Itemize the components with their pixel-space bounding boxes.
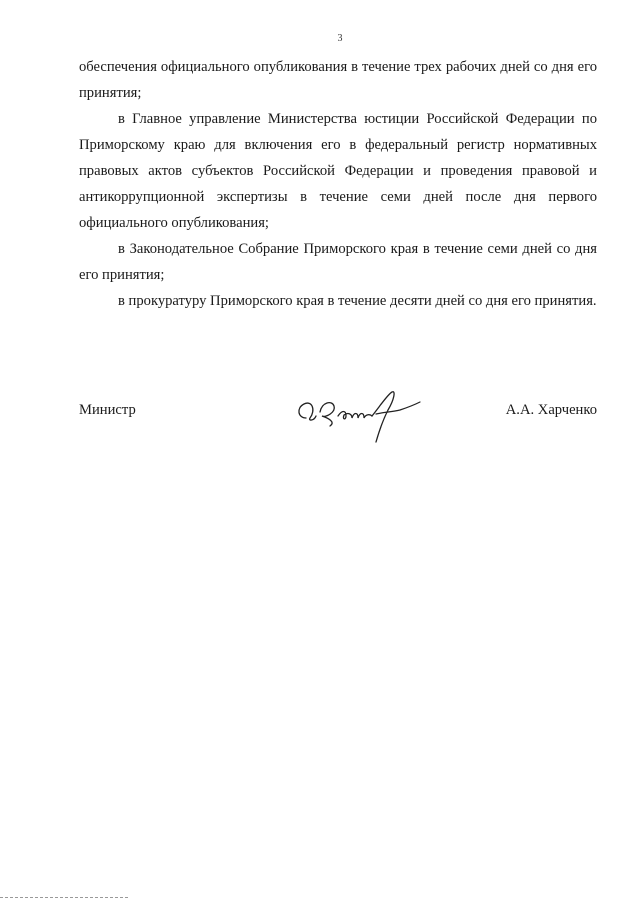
paragraph-justice-ministry: в Главное управление Министерства юстиции Российской Федерации по Приморскому краю для включения его в федеральный регистр нормативных правовых актов субъектов Российской Федерации и проведения правовой и антикоррупционной экспертизы в течение семи дней после дня первого официального опубликования; [79, 111, 597, 231]
signature-block [79, 398, 597, 458]
signer-position: Министр [79, 402, 136, 418]
paragraph-prosecutor: в прокуратуру Приморского края в течение десяти дней со дня его принятия. [118, 293, 597, 309]
page-number: 3 [337, 33, 343, 44]
footer-divider [0, 897, 128, 898]
document-body [79, 54, 597, 314]
handwritten-signature-icon [292, 388, 432, 448]
paragraph-legislative-assembly: в Законодательное Собрание Приморского края в течение семи дней со дня его принятия; [79, 241, 597, 283]
signer-name: А.А. Харченко [505, 402, 597, 418]
paragraph-continuation: обеспечения официального опубликования в течение трех рабочих дней со дня его принятия; [79, 59, 597, 101]
